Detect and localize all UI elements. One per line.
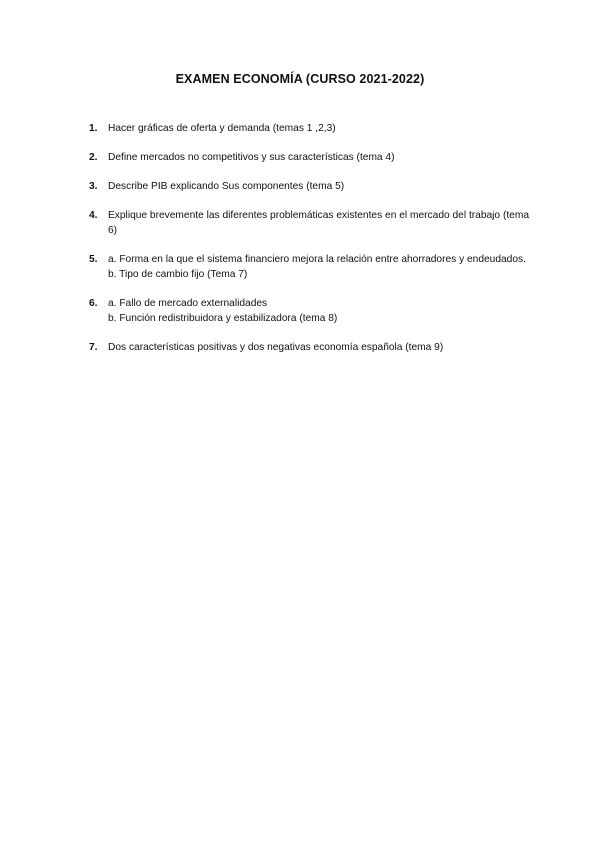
question-number: 4. xyxy=(89,210,98,221)
question-line: Explique brevemente las diferentes problemáticas existentes en el mercado del trabajo (tema 6) xyxy=(108,210,529,236)
question-text xyxy=(108,121,529,136)
question-number: 6. xyxy=(89,298,98,309)
question-text xyxy=(108,340,529,355)
question-item xyxy=(89,179,529,194)
question-text xyxy=(108,150,529,165)
question-item xyxy=(89,340,529,355)
question-item xyxy=(89,296,529,326)
question-line: Dos características positivas y dos negativas economía española (tema 9) xyxy=(108,342,444,353)
question-item xyxy=(89,150,529,165)
question-number: 7. xyxy=(89,342,98,353)
question-line: Describe PIB explicando Sus componentes (tema 5) xyxy=(108,181,345,192)
question-line: a. Fallo de mercado externalidades xyxy=(108,298,268,309)
question-line: a. Forma en la que el sistema financiero mejora la relación entre ahorradores y endeudados. xyxy=(108,254,526,265)
question-item xyxy=(89,208,529,238)
question-text xyxy=(108,179,529,194)
question-text xyxy=(108,208,529,238)
question-line: Hacer gráficas de oferta y demanda (temas 1 ,2,3) xyxy=(108,123,336,134)
question-item xyxy=(89,252,529,282)
question-line: Define mercados no competitivos y sus características (tema 4) xyxy=(108,152,395,163)
question-number: 1. xyxy=(89,123,98,134)
question-line: b. Función redistribuidora y estabilizadora (tema 8) xyxy=(108,313,338,324)
question-text xyxy=(108,252,529,282)
question-text xyxy=(108,296,529,326)
page-title: EXAMEN ECONOMÍA (CURSO 2021-2022) xyxy=(175,72,425,86)
question-number: 3. xyxy=(89,181,98,192)
question-number: 5. xyxy=(89,254,98,265)
question-line: b. Tipo de cambio fijo (Tema 7) xyxy=(108,269,248,280)
question-list xyxy=(89,121,529,369)
question-number: 2. xyxy=(89,152,98,163)
question-item xyxy=(89,121,529,136)
